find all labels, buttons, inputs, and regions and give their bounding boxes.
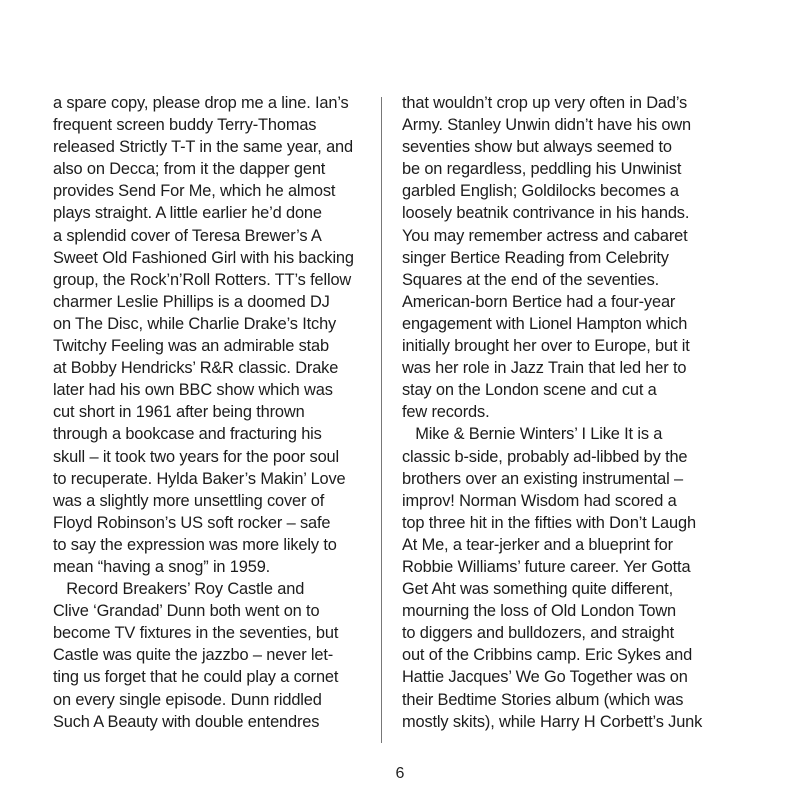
text-line: cut short in 1961 after being thrown xyxy=(53,403,305,422)
text-line: At Me, a tear-jerker and a blueprint for xyxy=(402,535,673,554)
text-line: was a slightly more unsettling cover of xyxy=(53,491,325,510)
left-text-column xyxy=(53,92,383,733)
text-line: provides Send For Me, which he almost xyxy=(53,182,336,201)
text-line: American-born Bertice had a four-year xyxy=(402,292,676,311)
text-line: Floyd Robinson’s US soft rocker – safe xyxy=(53,513,331,532)
text-line: Such A Beauty with double entendres xyxy=(53,712,320,731)
text-line: charmer Leslie Phillips is a doomed DJ xyxy=(53,292,330,311)
text-line: Robbie Williams’ future career. Yer Gotta xyxy=(402,557,691,576)
text-line: seventies show but always seemed to xyxy=(402,138,672,157)
text-line: later had his own BBC show which was xyxy=(53,381,333,400)
text-line: stay on the London scene and cut a xyxy=(402,381,657,400)
text-line: also on Decca; from it the dapper gent xyxy=(53,160,326,179)
text-line: a spare copy, please drop me a line. Ian’s xyxy=(53,94,349,112)
text-line: their Bedtime Stories album (which was xyxy=(402,690,684,709)
text-line: Hattie Jacques’ We Go Together was on xyxy=(402,668,688,687)
text-line: Clive ‘Grandad’ Dunn both went on to xyxy=(53,602,320,621)
text-line: Sweet Old Fashioned Girl with his backing xyxy=(53,248,354,267)
text-line: mourning the loss of Old London Town xyxy=(402,602,677,621)
column-divider xyxy=(381,97,382,743)
text-line: to say the expression was more likely to xyxy=(53,535,337,554)
text-line: Castle was quite the jazzbo – never let- xyxy=(53,646,334,665)
text-line: at Bobby Hendricks’ R&R classic. Drake xyxy=(53,359,339,378)
text-line: engagement with Lionel Hampton which xyxy=(402,314,688,333)
text-line: Get Aht was something quite different, xyxy=(402,580,673,599)
text-line: singer Bertice Reading from Celebrity xyxy=(402,248,669,267)
text-line: released Strictly T-T in the same year, and xyxy=(53,138,353,157)
text-line: through a bookcase and fracturing his xyxy=(53,425,322,444)
right-text-column xyxy=(402,92,742,733)
text-line: brothers over an existing instrumental – xyxy=(402,469,683,488)
text-line: that wouldn’t crop up very often in Dad’s xyxy=(402,94,688,112)
text-line: to recuperate. Hylda Baker’s Makin’ Love xyxy=(53,469,346,488)
text-line: mostly skits), while Harry H Corbett’s Junk xyxy=(402,712,703,731)
text-line: Twitchy Feeling was an admirable stab xyxy=(53,337,329,356)
text-line: mean “having a snog” in 1959. xyxy=(53,557,271,576)
text-line: a splendid cover of Teresa Brewer’s A xyxy=(53,226,322,245)
text-line: improv! Norman Wisdom had scored a xyxy=(402,491,677,510)
text-line: Squares at the end of the seventies. xyxy=(402,270,660,289)
text-line: Mike & Bernie Winters’ I Like It is a xyxy=(402,425,663,444)
page-number: 6 xyxy=(395,765,405,782)
text-line: You may remember actress and cabaret xyxy=(402,226,688,245)
text-line: out of the Cribbins camp. Eric Sykes and xyxy=(402,646,693,665)
text-line: plays straight. A little earlier he’d done xyxy=(53,204,322,223)
text-line: be on regardless, peddling his Unwinist xyxy=(402,160,682,179)
text-line: few records. xyxy=(402,403,490,422)
text-line: ting us forget that he could play a cornet xyxy=(53,668,339,687)
text-line: classic b-side, probably ad-libbed by the xyxy=(402,447,688,466)
text-line: group, the Rock’n’Roll Rotters. TT’s fellow xyxy=(53,270,352,289)
text-line: loosely beatnik contrivance in his hands. xyxy=(402,204,690,223)
text-line: Record Breakers’ Roy Castle and xyxy=(53,580,305,599)
text-line: initially brought her over to Europe, but it xyxy=(402,337,690,356)
text-line: was her role in Jazz Train that led her to xyxy=(402,359,687,378)
text-line: frequent screen buddy Terry-Thomas xyxy=(53,116,317,135)
text-line: garbled English; Goldilocks becomes a xyxy=(402,182,679,201)
text-line: top three hit in the fifties with Don’t Laugh xyxy=(402,513,696,532)
text-line: skull – it took two years for the poor soul xyxy=(53,447,339,466)
text-line: on every single episode. Dunn riddled xyxy=(53,690,322,709)
text-line: on The Disc, while Charlie Drake’s Itchy xyxy=(53,314,337,333)
text-line: Army. Stanley Unwin didn’t have his own xyxy=(402,116,692,135)
text-line: become TV fixtures in the seventies, but xyxy=(53,624,339,643)
text-line: to diggers and bulldozers, and straight xyxy=(402,624,675,643)
